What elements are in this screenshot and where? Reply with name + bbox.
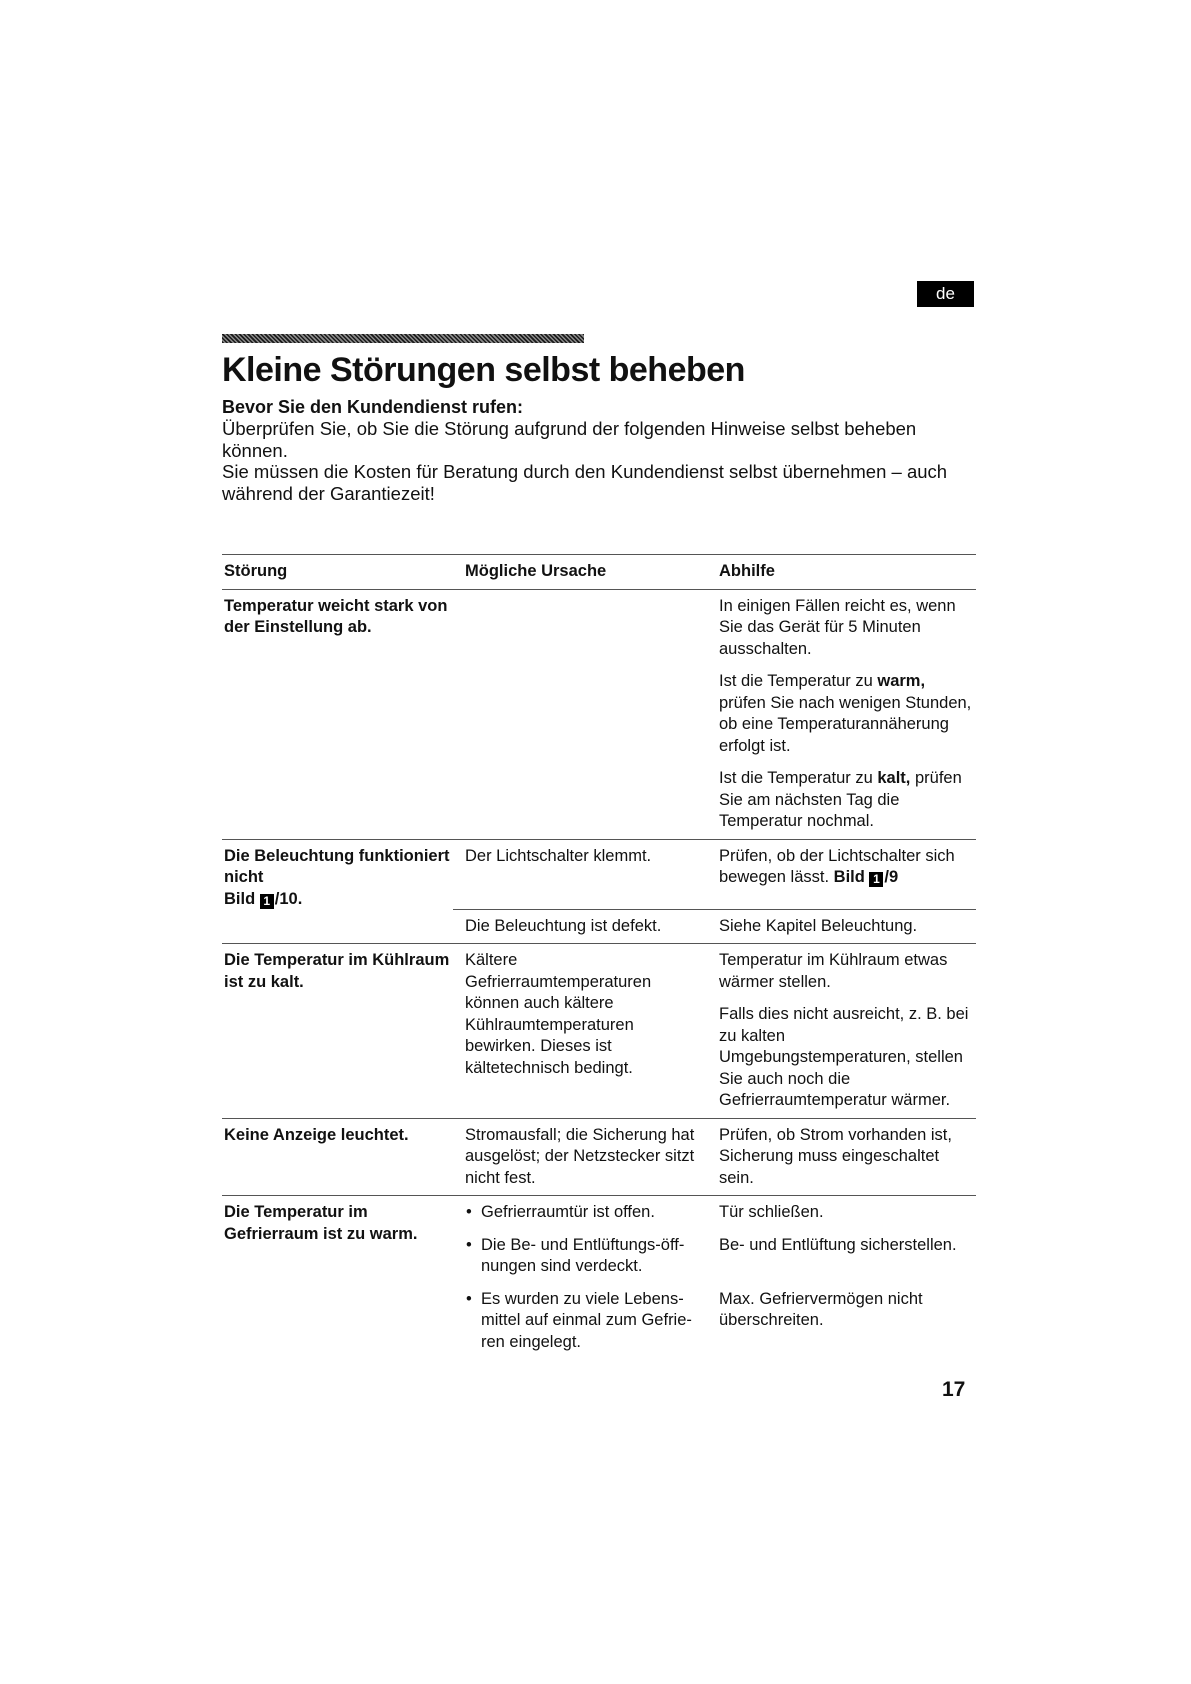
remedy-cell — [707, 1196, 976, 1360]
cause-cell: Kältere Gefrierraumtemperaturen können auch kältere Kühlraumtemperaturen bewirken. Dieses ist kältetechnisch bedingt. — [453, 944, 707, 1119]
list-item: • Es wurden zu viele Lebens-mittel auf einmal zum Gefrie-ren eingelegt. — [465, 1289, 705, 1354]
remedy-text: Tür schließen. — [719, 1203, 824, 1221]
page-title: Kleine Störungen selbst beheben — [222, 351, 745, 389]
remedy-text — [719, 671, 974, 757]
remedy-cell: Siehe Kapitel Beleuchtung. — [707, 909, 976, 944]
remedy-cell — [707, 944, 976, 1119]
figure-number-icon: 1 — [260, 894, 274, 909]
remedy-text: In einigen Fällen reicht es, wenn Sie das Gerät für 5 Minuten ausschalten. — [719, 596, 956, 658]
remedy-cell — [707, 839, 976, 909]
list-item: • Gefrierraumtür ist offen. — [465, 1202, 705, 1224]
symptom-cell — [222, 839, 453, 944]
figure-suffix: /9 — [884, 868, 899, 886]
remedy-text-pre: Ist die Temperatur zu — [719, 769, 878, 787]
figure-number-icon: 1 — [869, 872, 883, 887]
symptom-cell: Keine Anzeige leuchtet. — [222, 1118, 453, 1196]
table-header-row — [222, 555, 976, 590]
remedy-text: Falls dies nicht ausreicht, z. B. bei zu kalten Umgebungstemperaturen, stellen Sie auch noch die Gefrierraumtemperatur wärmer. — [719, 1005, 969, 1109]
intro-paragraph-1: Überprüfen Sie, ob Sie die Störung aufgrund der folgenden Hinweise selbst beheben können. — [222, 418, 917, 461]
cause-cell: Stromausfall; die Sicherung hat ausgelöst; der Netzstecker sitzt nicht fest. — [453, 1118, 707, 1196]
intro-lead: Bevor Sie den Kundendienst rufen: — [222, 397, 524, 417]
remedy-cell: Prüfen, ob Strom vorhanden ist, Sicherung muss eingeschaltet sein. — [707, 1118, 976, 1196]
figure-suffix: /10. — [274, 889, 303, 908]
table-row — [222, 839, 976, 909]
symptom-cell: Die Temperatur im Kühlraum ist zu kalt. — [222, 944, 453, 1119]
figure-label: Bild — [833, 868, 865, 886]
cause-cell — [453, 589, 707, 839]
table-row — [222, 1118, 976, 1196]
list-item: • Die Be- und Entlüftungs-öff-nungen sind verdeckt. — [465, 1235, 705, 1278]
cause-cell — [453, 1196, 707, 1360]
remedy-cell — [707, 589, 976, 839]
remedy-text: Be- und Entlüftung sicherstellen. — [719, 1235, 957, 1254]
cause-cell: Die Beleuchtung ist defekt. — [453, 909, 707, 944]
symptom-text: Die Beleuchtung funktioniert nicht — [224, 846, 450, 886]
troubleshooting-table — [222, 554, 976, 1359]
section-marker-bar — [222, 334, 584, 343]
remedy-text-post: prüfen Sie am nächsten Tag die Temperatur nochmal. — [719, 769, 962, 830]
table-row — [222, 1196, 976, 1360]
language-badge: de — [917, 281, 974, 307]
figure-label: Bild — [224, 889, 256, 908]
intro-paragraph-2: Sie müssen die Kosten für Beratung durch den Kundendienst selbst übernehmen – auch während der Garantiezeit! — [222, 461, 948, 504]
table-row — [222, 589, 976, 839]
remedy-text-bold: warm, — [877, 672, 926, 690]
symptom-cell: Die Temperatur im Gefrierraum ist zu warm. — [224, 1203, 418, 1243]
remedy-text: Temperatur im Kühlraum etwas wärmer stellen. — [719, 951, 948, 991]
symptom-cell: Temperatur weicht stark von der Einstellung ab. — [222, 589, 453, 839]
table-row — [222, 944, 976, 1119]
header-abhilfe: Abhilfe — [707, 555, 976, 590]
remedy-text-bold: kalt, — [877, 769, 911, 787]
remedy-text — [719, 768, 974, 833]
page-number: 17 — [942, 1378, 966, 1401]
remedy-text: Max. Gefriervermögen nicht überschreiten. — [719, 1289, 923, 1329]
remedy-text: Prüfen, ob der Lichtschalter sich bewegen lässt. — [719, 846, 955, 886]
header-ursache: Mögliche Ursache — [453, 555, 707, 590]
remedy-text-pre: Ist die Temperatur zu — [719, 672, 878, 690]
header-stoerung: Störung — [222, 555, 453, 590]
cause-cell: Der Lichtschalter klemmt. — [453, 839, 707, 909]
cause-list — [465, 1202, 705, 1353]
remedy-text-post: prüfen Sie nach wenigen Stunden, ob eine Temperaturannäherung erfolgt ist. — [719, 693, 972, 755]
intro-section — [222, 396, 982, 504]
